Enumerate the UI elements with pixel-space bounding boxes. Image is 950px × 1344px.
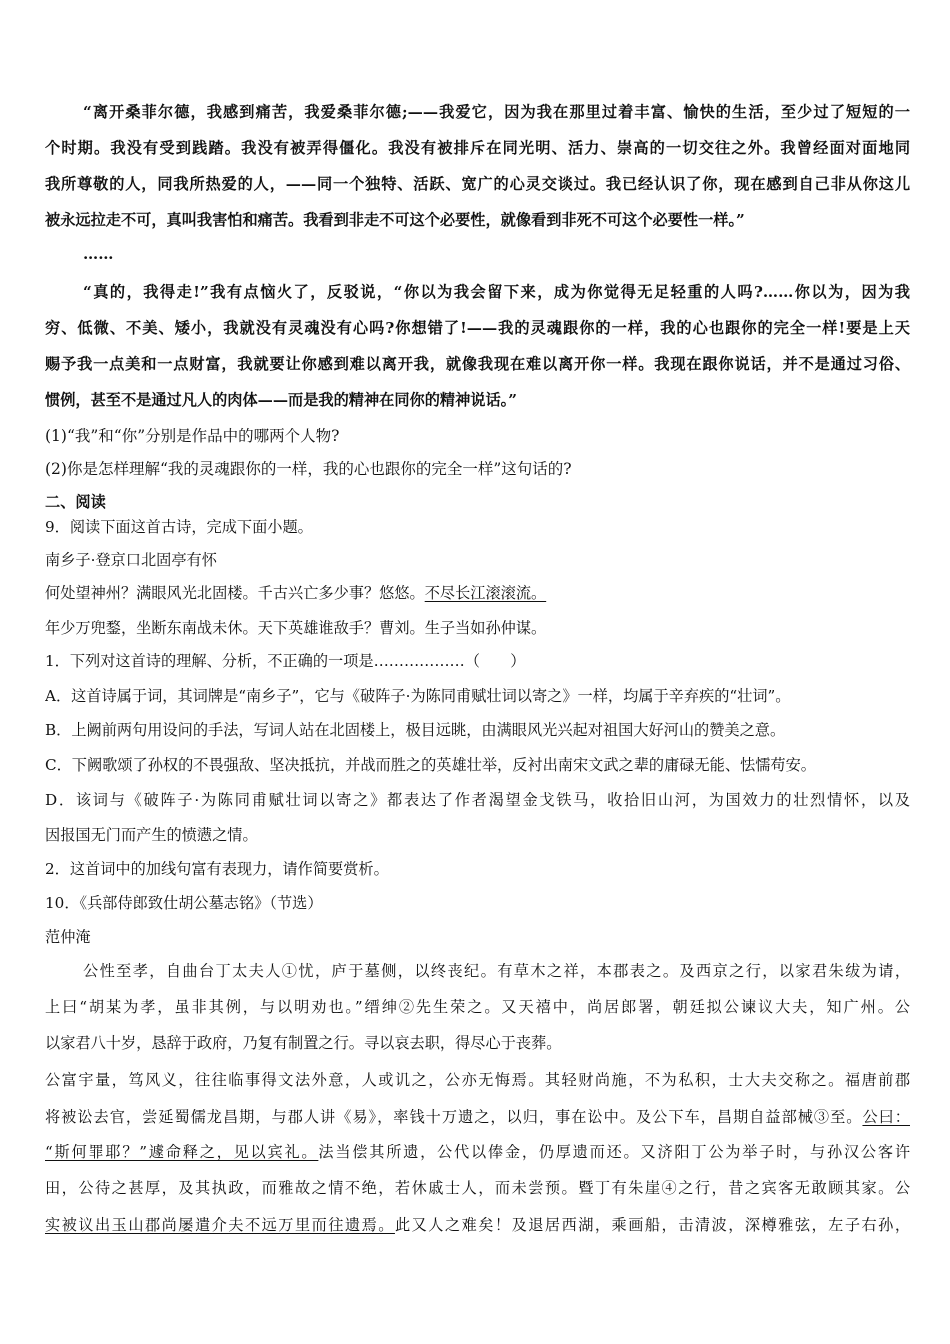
passage-p1-line: “离开桑菲尔德，我感到痛苦，我爱桑菲尔德;——我爱它，因为我在那里过着丰富、愉快的生活，至少过了短短的一 bbox=[83, 103, 910, 121]
passage-p2-line: 穷、低微、不美、矮小，我就没有灵魂没有心吗?你想错了!——我的灵魂跟你的一样，我的心也跟你的完全一样!要是上天 bbox=[45, 319, 910, 337]
option-d-line: 因报国无门而产生的愤懑之情。 bbox=[45, 826, 258, 844]
essay-line: 公性至孝，自曲台丁太夫人①忧，庐于墓侧，以终丧纪。有草木之祥，本郡表之。及西京之行，以家君朱绂为请， bbox=[83, 962, 910, 980]
underlined-line: 公曰： bbox=[862, 1108, 910, 1126]
sub-question-2: 2．这首词中的加线句富有表现力，请作简要赏析。 bbox=[45, 860, 389, 878]
passage-ellipsis: …… bbox=[83, 245, 114, 263]
essay-line: 上曰“胡某为孝，虽非其例，与以明劝也。”缙绅②先生荣之。又天禧中，尚居郎署，朝廷拟公谏议大夫，知广州。公 bbox=[45, 998, 910, 1016]
option-d-line: D．该词与《破阵子·为陈同甫赋壮词以寄之》都表达了作者渴望金戈铁马，收拾旧山河，为国效力的壮烈情怀，以及 bbox=[45, 791, 910, 809]
question-1: (1)“我”和“你”分别是作品中的哪两个人物? bbox=[45, 427, 340, 445]
essay-line: 实被议出玉山郡尚屡遣介夫不远万里而往遗焉。此又人之难矣！及退居西湖，乘画船，击清波，深樽雅弦，左子右孙， bbox=[45, 1216, 910, 1234]
q9-intro: 9．阅读下面这首古诗，完成下面小题。 bbox=[45, 518, 313, 536]
underlined-line: 实被议出玉山郡尚屡遣介夫不远万里而往遗焉。 bbox=[45, 1216, 395, 1234]
essay-line: 以家君八十岁，恳辞于政府，乃复有制置之行。寻以哀去职，得尽心于丧葬。 bbox=[45, 1034, 562, 1052]
option-b: B．上阙前两句用设问的手法，写词人站在北固楼上，极目远眺，由满眼风光兴起对祖国大好河山的赞美之意。 bbox=[45, 721, 786, 739]
passage-p2-line: 赐予我一点美和一点财富，我就要让你感到难以离开我，就像我现在难以离开你一样。我现在跟你说话，并不是通过习俗、 bbox=[45, 355, 910, 373]
essay-line: 公富宇量，笃风义，往往临事得文法外意，人或讥之，公亦无悔焉。其轻财尚施，不为私积，士大夫交称之。福唐前郡 bbox=[45, 1071, 910, 1089]
q10-title: 10．《兵部侍郎致仕胡公墓志铭》（节选） bbox=[45, 894, 323, 912]
underlined-line: “斯何罪耶？”遽命释之，见以宾礼。 bbox=[45, 1143, 319, 1161]
question-2: (2)你是怎样理解“我的灵魂跟你的一样，我的心也跟你的完全一样”这句话的? bbox=[45, 460, 572, 478]
option-c: C．下阙歌颂了孙权的不畏强敌、坚决抵抗，并战而胜之的英雄壮举，反衬出南宋文武之辈的庸碌无能、怯懦苟安。 bbox=[45, 756, 816, 774]
poem-line-1: 何处望神州？满眼风光北固楼。千古兴亡多少事？悠悠。不尽长江滚滚流。 bbox=[45, 584, 547, 602]
passage-p1-line: 我所尊敬的人，同我所热爱的人，——同一个独特、活跃、宽广的心灵交谈过。我已经认识了你，现在感到自己非从你这儿 bbox=[45, 175, 910, 193]
passage-p1-line: 被永远拉走不可，真叫我害怕和痛苦。我看到非走不可这个必要性，就像看到非死不可这个必要性一样。” bbox=[45, 211, 745, 229]
essay-line: 田，公待之甚厚，及其执政，而雅故之情不绝，若休戚士人，而未尝预。暨丁有朱崖④之行，昔之宾客无敢顾其家。公 bbox=[45, 1179, 910, 1197]
underlined-line: 不尽长江滚滚流。 bbox=[424, 584, 547, 602]
passage-p2-line: “真的，我得走!”我有点恼火了，反驳说，“你以为我会留下来，成为你觉得无足轻重的人吗?……你以为，因为我 bbox=[83, 283, 910, 301]
passage-p2-line: 惯例，甚至不是通过凡人的肉体——而是我的精神在同你的精神说话。” bbox=[45, 391, 517, 409]
poem-line-2: 年少万兜鍪，坐断东南战未休。天下英雄谁敌手？曹刘。生子当如孙仲谋。 bbox=[45, 619, 547, 637]
sub-question-1: 1．下列对这首诗的理解、分析，不正确的一项是………………（ ） bbox=[45, 652, 526, 670]
section-heading: 二、阅读 bbox=[45, 493, 106, 511]
passage-p1-line: 个时期。我没有受到践踏。我没有被弄得僵化。我没有被排斥在同光明、活力、崇高的一切交往之外。我曾经面对面地同 bbox=[45, 139, 910, 157]
option-a: A．这首诗属于词，其词牌是“南乡子”，它与《破阵子·为陈同甫赋壮词以寄之》一样，均属于辛弃疾的“壮词”。 bbox=[45, 687, 791, 705]
essay-line: “斯何罪耶？”遽命释之，见以宾礼。法当偿其所遗，公代以俸金，仍厚遗而还。又济阳丁公为举子时，与孙汉公客许 bbox=[45, 1143, 910, 1161]
author: 范仲淹 bbox=[45, 928, 91, 946]
poem-title: 南乡子·登京口北固亭有怀 bbox=[45, 551, 217, 569]
essay-line: 将被讼去官，尝延蜀儒龙昌期，与郡人讲《易》，率钱十万遗之，以归，事在讼中。及公下车，昌期自益部械③至。公曰： bbox=[45, 1108, 910, 1126]
